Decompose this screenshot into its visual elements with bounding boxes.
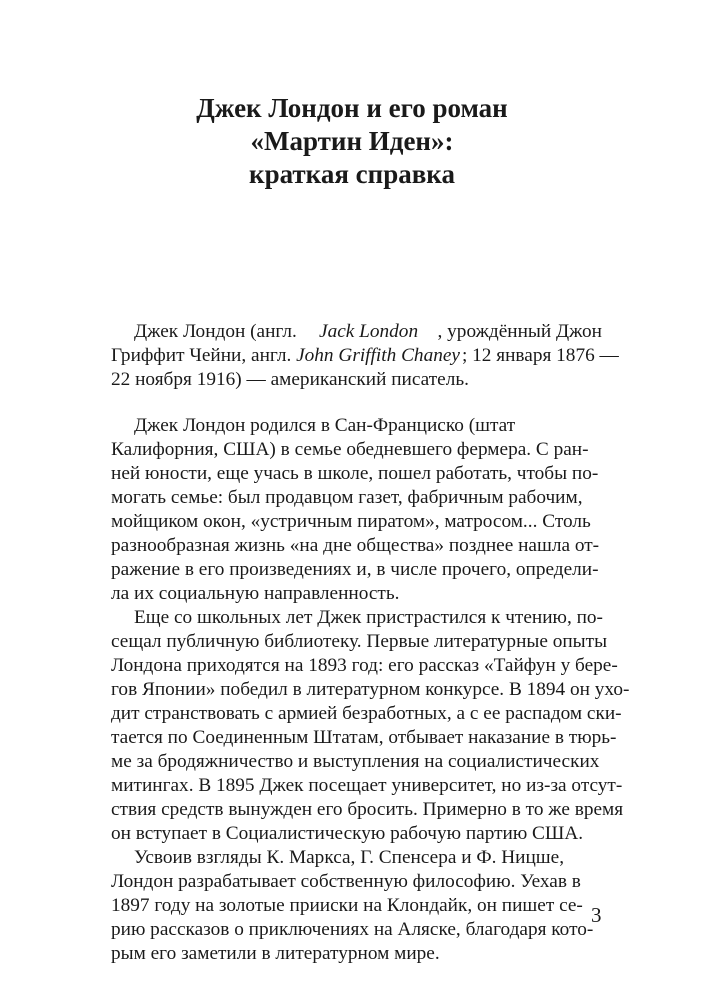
text-line — [111, 320, 602, 344]
text-line — [111, 798, 624, 822]
text-segment: мойщиком окон, «устричным пиратом», матросом... Столь — [111, 511, 591, 532]
text-segment: ме за бродяжничество и выступления на социалистических — [111, 751, 600, 772]
text-line — [111, 774, 623, 798]
text-segment: , урождённый Джон — [437, 321, 602, 342]
paragraph-gap — [111, 392, 602, 414]
text-segment: дит странствовать с армией безработных, а с ее распадом ски- — [111, 703, 622, 724]
page-title — [0, 92, 704, 191]
text-segment: Лондон разрабатывает собственную философию. Уехав в — [111, 871, 581, 892]
paragraph — [111, 320, 619, 392]
text-line — [111, 630, 608, 654]
text-line — [111, 654, 618, 678]
text-line — [111, 558, 602, 582]
text-line — [111, 726, 617, 750]
text-segment: сещал публичную библиотеку. Первые литературные опыты — [111, 631, 608, 652]
text-segment: Усвоив взгляды К. Маркса, Г. Спенсера и Ф. Ницше, — [134, 847, 565, 868]
paragraph — [111, 414, 602, 606]
text-line — [111, 918, 602, 942]
paragraph — [111, 846, 602, 966]
text-segment: митингах. В 1895 Джек посещает университет, но из-за отсут- — [111, 775, 623, 796]
text-segment: Еще со школьных лет Джек пристрастился к чтению, по- — [134, 607, 603, 628]
text-line — [111, 822, 602, 846]
text-segment: ражение в его произведениях и, в числе прочего, определи- — [111, 559, 599, 580]
text-segment: ствия средств вынужден его бросить. Примерно в то же время — [111, 799, 624, 820]
page-number: 3 — [591, 903, 602, 927]
text-line — [111, 462, 602, 486]
title-line: Джек Лондон и его роман — [196, 93, 508, 123]
text-segment: Лондона приходятся на 1893 год: его рассказ «Тайфун у бере- — [111, 655, 618, 676]
title-line: краткая справка — [249, 159, 455, 189]
text-segment: рым его заметили в литературном мире. — [111, 943, 440, 964]
text-line — [111, 344, 619, 368]
text-line — [111, 438, 602, 462]
text-segment: гов Японии» победил в литературном конкурсе. В 1894 он ухо- — [111, 679, 630, 700]
text-line — [111, 606, 602, 630]
text-segment: ла их социальную направленность. — [111, 583, 400, 604]
text-segment: Гриффит Чейни, англ. — [111, 345, 297, 366]
italic-text: John Griffith Chaney — [296, 345, 460, 366]
text-line — [111, 846, 602, 870]
text-line — [111, 486, 602, 510]
text-line — [111, 510, 602, 534]
text-segment: Калифорния, США) в семье обедневшего фермера. С ран- — [111, 439, 589, 460]
text-segment: 22 ноября 1916) — американский писатель. — [111, 369, 469, 390]
paragraph — [111, 606, 630, 846]
text-segment: 1897 году на золотые прииски на Клондайк, он пишет се- — [111, 895, 583, 916]
text-segment: разнообразная жизнь «на дне общества» позднее нашла от- — [111, 535, 600, 556]
text-line — [111, 582, 602, 606]
text-line — [111, 702, 622, 726]
text-segment: он вступает в Социалистическую рабочую партию США. — [111, 823, 584, 844]
text-segment: Джек Лондон (англ. — [134, 321, 302, 342]
text-segment: тается по Соединенным Штатам, отбывает наказание в тюрь- — [111, 727, 617, 748]
text-segment: рию рассказов о приключениях на Аляске, благодаря кото- — [111, 919, 594, 940]
body-text — [111, 320, 630, 966]
title-line: «Мартин Иден»: — [250, 126, 454, 156]
text-segment: ; 12 января 1876 — — [461, 345, 619, 366]
text-line — [111, 870, 602, 894]
text-line — [111, 894, 602, 918]
text-line — [111, 414, 602, 438]
text-line — [111, 942, 602, 966]
text-line — [111, 678, 630, 702]
italic-text: Jack London — [319, 321, 419, 342]
text-segment: ней юности, еще учась в школе, пошел работать, чтобы по- — [111, 463, 599, 484]
text-segment: могать семье: был продавцом газет, фабричным рабочим, — [111, 487, 583, 508]
text-line — [111, 368, 602, 392]
text-line — [111, 534, 602, 558]
text-line — [111, 750, 602, 774]
text-segment: Джек Лондон родился в Сан-Франциско (штат — [134, 415, 516, 436]
